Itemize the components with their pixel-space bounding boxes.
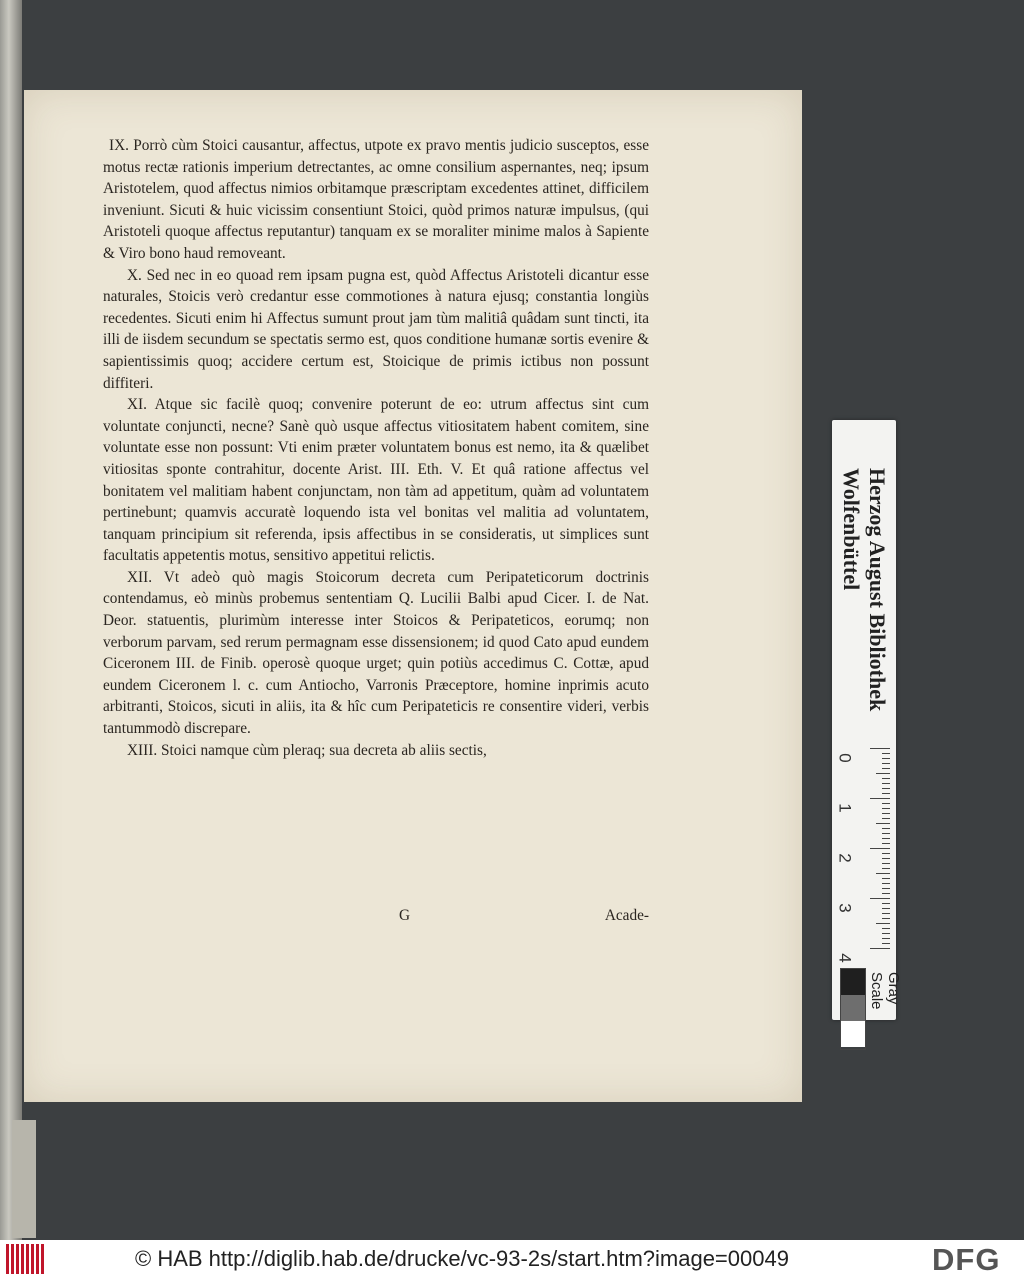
gray-scale-patches: [840, 968, 866, 1050]
ruler-tick: [882, 938, 890, 939]
ruler-tick: [882, 833, 890, 834]
scale-number: 1: [835, 803, 855, 813]
hab-logo-icon: [6, 1244, 46, 1274]
ruler-tick: [882, 828, 890, 829]
gray-scale-label: Gray Scale: [868, 972, 902, 1010]
ruler-tick: [882, 753, 890, 754]
scale-number: 4: [835, 953, 855, 963]
ruler-tick: [870, 798, 890, 799]
paragraph-xii: XII. Vt adeò quò magis Stoicorum decreta cum Peripateticorum doctrinis contendamus, eò minùs probemus sententiam Q. Lucilii Balbi apud Cicer. I. de Nat. Deor. statuentis, plurimùm interesse inter Stoicos & Peripateticos, eorumq; non verborum parvam, sed rerum permagnam esse dissensionem; id quod Cato apud eundem Ciceronem III. de Finib. operosè quoque urget; quin potiùs accedimus C. Cottæ, apud eundem Ciceronem l. c. cum Antiocho, Varronis Præceptore, homine inprimis acuto arbitranti, Stoicos, sicuti in aliis, ita & hîc cum Peripateticis re consentire videri, verbis tantummodò discrepare.: [103, 568, 649, 738]
ruler-tick: [882, 758, 890, 759]
ruler-tick: [882, 803, 890, 804]
ruler-tick: [882, 808, 890, 809]
ruler-tick: [870, 748, 890, 749]
paragraph-ix: IX. Porrò cùm Stoici causantur, affectus, utpote ex pravo mentis judicio susceptos, esse motus rectæ rationis imperium detrectantes, ac omne consilium aspernantes, neq; ipsum Aristotelem, quod affectus nimios orbitamque præscriptam excedentes attinet, difficilem inveniunt. Sicuti & huic vicissim consentiunt Stoici, quòd primos naturæ impulsus, (qui Aristoteli quoque affectus reputantur) tanquam ex se moraliter minime malos à Sapiente & Viro bono haud removeant.: [103, 137, 649, 262]
ruler-tick: [882, 893, 890, 894]
ruler-tick: [882, 853, 890, 854]
ruler-tick: [870, 898, 890, 899]
ruler-tick: [882, 933, 890, 934]
ruler-tick: [882, 888, 890, 889]
page-foot: [103, 907, 649, 929]
catchword: Acade-: [604, 907, 649, 924]
ruler-tick: [882, 908, 890, 909]
ruler-tick: [876, 873, 890, 874]
ruler-ticks: [870, 748, 890, 958]
ruler-tick: [876, 773, 890, 774]
ruler-tick: [882, 858, 890, 859]
gray-patch-dark: [841, 969, 865, 995]
ruler-tick: [870, 848, 890, 849]
ruler-tick: [882, 778, 890, 779]
ruler-tick: [882, 943, 890, 944]
ruler-tick: [882, 838, 890, 839]
document-page: [24, 90, 802, 1102]
ruler-tick: [882, 913, 890, 914]
library-label: Herzog August Bibliothek Wolfenbüttel: [839, 468, 890, 712]
ruler-tick: [882, 868, 890, 869]
ruler-tick: [882, 763, 890, 764]
ruler-tick: [882, 843, 890, 844]
ruler-tick: [882, 793, 890, 794]
dfg-logo: DFG: [932, 1242, 1001, 1277]
ruler-tick: [876, 923, 890, 924]
ruler-tick: [882, 878, 890, 879]
book-spine-edge: [12, 1120, 36, 1238]
scale-number: 0: [835, 753, 855, 763]
ruler-tick: [882, 813, 890, 814]
scale-number: 3: [835, 903, 855, 913]
gray-patch-mid: [841, 995, 865, 1021]
ruler-tick: [882, 928, 890, 929]
ruler-tick: [882, 768, 890, 769]
left-page-edge: [0, 0, 22, 1240]
ruler-tick: [876, 823, 890, 824]
ruler-tick: [882, 818, 890, 819]
paragraph-xiii: XIII. Stoici namque cùm pleraq; sua decreta ab aliis sectis,: [127, 741, 487, 759]
ruler-tick: [882, 883, 890, 884]
paragraph-x: X. Sed nec in eo quoad rem ipsam pugna est, quòd Affectus Aristoteli dicantur esse naturales, Stoicis verò credantur esse commotiones à natura ejusq; constantia longiùs recedentes. Sicuti enim hi Affectus sumunt prout jam tùm malitiâ quâdam sunt tincti, ita illi de iisdem secundum se spectatis sermo est, quos conditione humanæ sortis evenire & sapientissimis quoq; accidere certum est, Stoicique de primis ictibus non possunt diffiteri.: [103, 266, 649, 392]
ruler-tick: [882, 783, 890, 784]
ruler-tick: [882, 863, 890, 864]
scale-number: 2: [835, 853, 855, 863]
gray-patch-light: [841, 1021, 865, 1047]
ruler-tick: [870, 948, 890, 949]
measurement-scale: [835, 748, 890, 966]
ruler-tick: [882, 788, 890, 789]
ruler-tick: [882, 903, 890, 904]
paragraph-xi: XI. Atque sic facilè quoq; convenire poterunt de eo: utrum affectus sint cum voluntate conjuncti, necne? Sanè quò usque affectus vitiositatem habent comitem, sine voluntate esse non possunt: Vti enim præter voluntatem bonus est nemo, ita & quælibet vitiositas sponte contrahitur, docente Arist. III. Eth. V. Et quâ ratione affectus vel bonitatem vel malitiam habent conjunctam, non tàm ad appetitum, quàm ad voluntatem pertinebunt; quamvis accuratè loquendo ista vel bonitas vel malitia ad voluntatem, tanquam principium sit referenda, ipsis affectibus in se consideratis, ut simplices sunt facultatis appetentis motus, sensitivo appetitui relictis.: [103, 396, 649, 565]
ruler-tick: [882, 918, 890, 919]
color-ruler: [832, 420, 902, 1020]
copyright-url[interactable]: © HAB http://diglib.hab.de/drucke/vc-93-2s/start.htm?image=00049: [135, 1246, 789, 1271]
page-text-block: [103, 135, 649, 761]
signature-mark: G: [399, 907, 411, 924]
